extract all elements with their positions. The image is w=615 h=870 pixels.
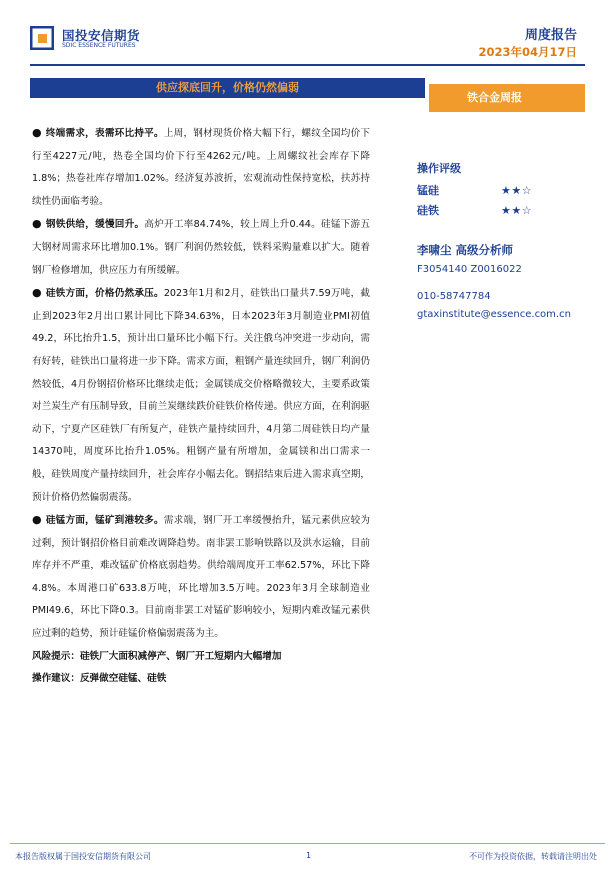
paragraph-ferrosilicon bbox=[32, 282, 370, 509]
paragraph-lead: 钢铁供给，缓慢回升。 bbox=[45, 219, 145, 231]
paragraph-body: 需求端，钢厂开工率缓慢抬升，锰元素供应较为过剩，预计钢招价格目前难改调降趋势。南非罢工影响铁路以及洪水运输，目前库存并不严重，难改锰矿价格底弱趋势。供给端周度开工率62.57%，环比下降4.8%。本周港口矿633.8万吨，环比增加3.5万吨。2023年3月全球制造业PMI49.6，环比下降0.3。目前南非罢工对锰矿影响较小，短期内难改锰元素供应过剩的趋势，预计硅锰价格偏弱震荡为主。 bbox=[32, 515, 371, 640]
company-logo bbox=[30, 24, 180, 54]
page-number: 1 bbox=[306, 851, 312, 860]
paragraph-demand bbox=[32, 122, 370, 213]
advice-text: 反弹做空硅锰、硅铁 bbox=[79, 673, 167, 685]
rating-row bbox=[417, 180, 592, 200]
risk-text: 硅铁厂大面积减停产、钢厂开工短期内大幅增加 bbox=[79, 650, 282, 662]
operation-advice bbox=[32, 668, 370, 691]
paragraph-lead: 硅锰方面，锰矿到港较多。 bbox=[45, 515, 164, 527]
star-rating-icon: ★★☆ bbox=[501, 183, 533, 197]
contact-email[interactable]: gtaxinstitute@essence.com.cn bbox=[417, 309, 571, 320]
contact-phone: 010-58747784 bbox=[417, 291, 491, 302]
report-date: 2023年04月17日 bbox=[478, 45, 577, 59]
bullet-icon: ● bbox=[32, 286, 42, 300]
paragraph-body: 上周，钢材现货价格大幅下行，螺纹全国均价下行至4227元/吨，热卷全国均价下行至4262元/吨。上周螺纹社会库存下降1.8%；热卷社库存增加1.02%。经济复苏波折，宏观流动性保持宽松，扶苏持续性仍面临考验。 bbox=[32, 128, 371, 207]
analyst-certificate: F3054140 Z0016022 bbox=[417, 264, 522, 275]
risk-warning bbox=[32, 646, 370, 669]
header-divider bbox=[30, 64, 585, 66]
rating-name: 锰硅 bbox=[417, 184, 439, 197]
rating-row bbox=[417, 200, 592, 220]
footer-disclaimer: 不可作为投资依据，转载请注明出处 bbox=[469, 852, 597, 861]
main-content bbox=[32, 122, 370, 691]
footer-copyright: 本报告版权属于国投安信期货有限公司 bbox=[15, 852, 151, 861]
risk-label: 风险提示： bbox=[32, 650, 80, 662]
column-tag: 铁合金周报 bbox=[429, 84, 585, 112]
bullet-icon: ● bbox=[32, 513, 42, 527]
rating-name: 硅铁 bbox=[417, 204, 439, 217]
bullet-icon: ● bbox=[32, 126, 42, 139]
paragraph-body: 高炉开工率84.74%，较上周上升0.44。硅锰下游五大钢材周需求环比增加0.1%。钢厂利润仍然较低，铁料采购量难以扩大。随着钢厂检修增加，供应压力有所缓解。 bbox=[32, 219, 370, 276]
bullet-icon: ● bbox=[32, 217, 42, 231]
report-title: 供应探底回升，价格仍然偏弱 bbox=[156, 81, 299, 94]
paragraph-silicomanganese bbox=[32, 509, 370, 646]
star-rating-icon: ★★☆ bbox=[501, 203, 533, 217]
paragraph-lead: 终端需求，表需环比持平。 bbox=[45, 128, 164, 139]
footer-divider bbox=[10, 843, 605, 844]
paragraph-supply bbox=[32, 213, 370, 282]
title-banner bbox=[30, 78, 425, 98]
paragraph-body: 2023年1月和2月，硅铁出口量共7.59万吨，截止到2023年2月出口累计同比下降34.63%，日本2023年3月制造业PMI初值49.2，环比抬升1.5，预计出口量环比小幅下行。关注俄乌冲突进一步动向，需有好转，硅铁出口量将进一步下降。需求方面，粗钢产量连续回升，钢厂利润仍然较低，4月份钢招价格环比继续走低；金属镁成交价格略微较大，主要系政策对兰炭生产有压制导致，目前兰炭继续跌价硅铁价格传递。供应方面，在利润驱动下，宁夏产区硅铁厂有所复产，硅铁产量持续回升，4月第二周硅铁日均产量14370吨，周度环比抬升1.05%。粗钢产量有所增加，金属镁和出口需求一般，硅铁周度产量持续回升，社会库存小幅去化。钢招结束后进入需求真空期，预计价格仍然偏弱震荡。 bbox=[32, 288, 371, 503]
advice-label: 操作建议： bbox=[32, 673, 80, 685]
sidebar bbox=[417, 160, 592, 320]
logo-chinese-text: 国投安信期货 bbox=[62, 28, 141, 43]
report-type: 周度报告 bbox=[524, 28, 577, 43]
rating-title: 操作评级 bbox=[417, 162, 461, 175]
paragraph-lead: 硅铁方面，价格仍然承压。 bbox=[45, 288, 164, 300]
analyst-name: 李啸尘 高级分析师 bbox=[417, 243, 514, 257]
logo-mark-icon bbox=[30, 26, 54, 50]
logo-english-text: SDIC ESSENCE FUTURES bbox=[62, 42, 136, 49]
